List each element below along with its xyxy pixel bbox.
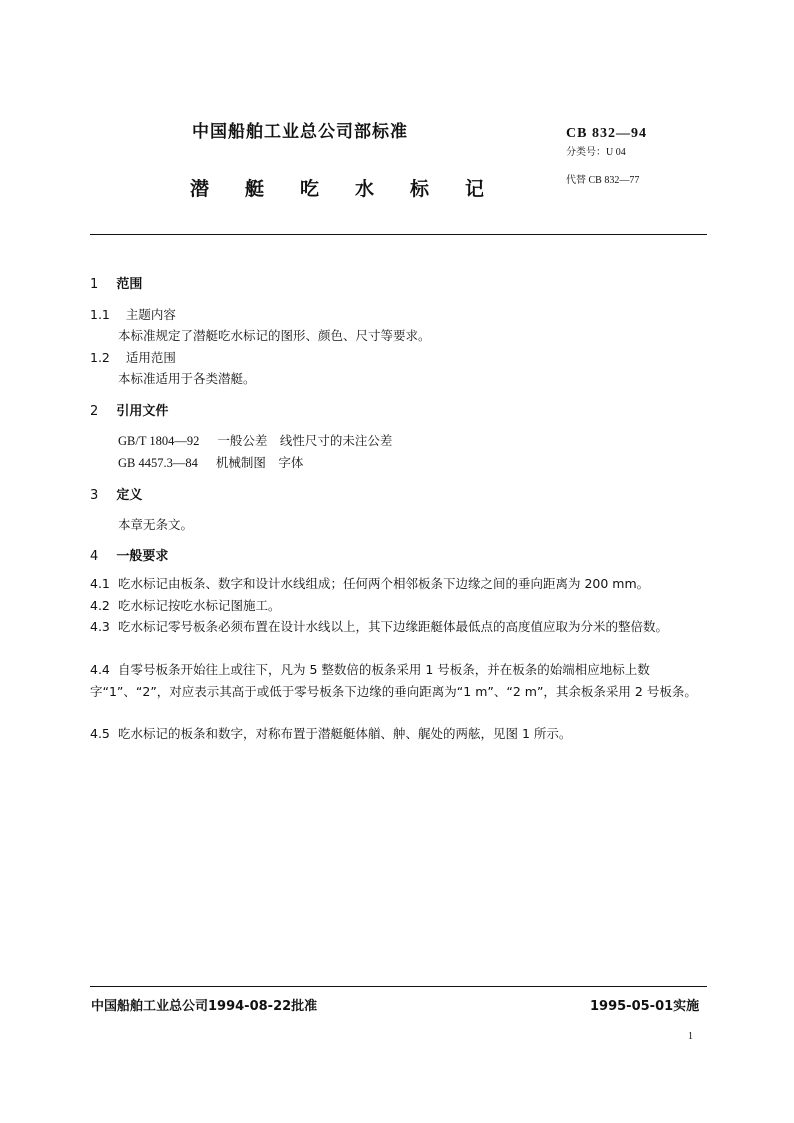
section-4-heading bbox=[90, 545, 168, 564]
effective-date: 1995-05-01实施 bbox=[590, 999, 700, 1014]
section-title: 定义 bbox=[116, 488, 143, 503]
section-number: 2 bbox=[90, 404, 99, 419]
clause-number: 4.2 bbox=[90, 598, 110, 613]
reference-code: GB/T 1804—92 bbox=[118, 434, 200, 448]
standard-code: CB 832—94 bbox=[566, 126, 647, 141]
section-3-text: 本章无条文。 bbox=[118, 517, 194, 532]
section-number: 3 bbox=[90, 488, 99, 503]
clause-number: 4.1 bbox=[90, 576, 110, 591]
section-title: 适用范围 bbox=[125, 350, 176, 365]
issuing-organization: 中国船舶工业总公司部标准 bbox=[192, 122, 408, 142]
section-1-2-text: 本标准适用于各类潜艇。 bbox=[118, 371, 256, 386]
clause-text: 吃水标记零号板条必须布置在设计水线以上，其下边缘距艇体最低点的高度值应取为分米的整倍数。 bbox=[118, 619, 669, 634]
clause-4-5 bbox=[90, 723, 708, 745]
replaces-standard: 代替 CB 832—77 bbox=[566, 175, 640, 186]
clause-text: 吃水标记由板条、数字和设计水线组成；任何两个相邻板条下边缘之间的垂向距离为 200 mm。 bbox=[118, 576, 650, 591]
clause-text: 吃水标记的板条和数字，对称布置于潜艇艇体艏、舯、艉处的两舷，见图 1 所示。 bbox=[118, 726, 572, 741]
footer-divider bbox=[90, 986, 707, 987]
clause-number: 4.4 bbox=[90, 662, 110, 677]
section-title: 引用文件 bbox=[116, 404, 169, 419]
section-number: 1 bbox=[90, 277, 99, 292]
section-1-1-heading bbox=[90, 305, 176, 323]
reference-code: GB 4457.3—84 bbox=[118, 456, 198, 470]
approval-note: 中国船舶工业总公司1994-08-22批准 bbox=[91, 999, 318, 1014]
section-number: 4 bbox=[90, 549, 99, 564]
section-2-heading bbox=[90, 400, 168, 419]
clause-4-1 bbox=[90, 573, 708, 595]
section-number: 1.2 bbox=[90, 350, 110, 365]
section-1-2-heading bbox=[90, 348, 176, 366]
clause-4-3 bbox=[90, 616, 708, 638]
reference-title: 一般公差 线性尺寸的未注公差 bbox=[217, 433, 393, 448]
document-title: 潜艇吃水标记 bbox=[190, 178, 521, 200]
reference-item bbox=[118, 431, 392, 449]
section-1-1-text: 本标准规定了潜艇吃水标记的图形、颜色、尺寸等要求。 bbox=[118, 328, 431, 343]
clause-text: 自零号板条开始往上或往下，凡为 5 整数倍的板条采用 1 号板条，并在板条的始端相应地标上数字“1”、“2”，对应表示其高于或低于零号板条下边缘的垂向距离为“1 m”、“2 m”，其余板条采用 2 号板条。 bbox=[90, 662, 697, 699]
clause-number: 4.3 bbox=[90, 619, 110, 634]
section-1-heading bbox=[90, 273, 142, 292]
clause-text: 吃水标记按吃水标记图施工。 bbox=[118, 598, 281, 613]
section-number: 1.1 bbox=[90, 307, 110, 322]
reference-item bbox=[118, 453, 303, 471]
clause-4-4 bbox=[90, 659, 708, 702]
reference-title: 机械制图 字体 bbox=[215, 455, 304, 470]
section-title: 范围 bbox=[116, 277, 143, 292]
header-divider bbox=[90, 234, 707, 235]
section-3-heading bbox=[90, 484, 142, 503]
category-number: 分类号：U 04 bbox=[566, 147, 626, 158]
section-title: 主题内容 bbox=[125, 307, 176, 322]
page-number: 1 bbox=[688, 1031, 693, 1042]
section-title: 一般要求 bbox=[116, 549, 169, 564]
clause-4-2 bbox=[90, 595, 708, 617]
clause-number: 4.5 bbox=[90, 726, 110, 741]
